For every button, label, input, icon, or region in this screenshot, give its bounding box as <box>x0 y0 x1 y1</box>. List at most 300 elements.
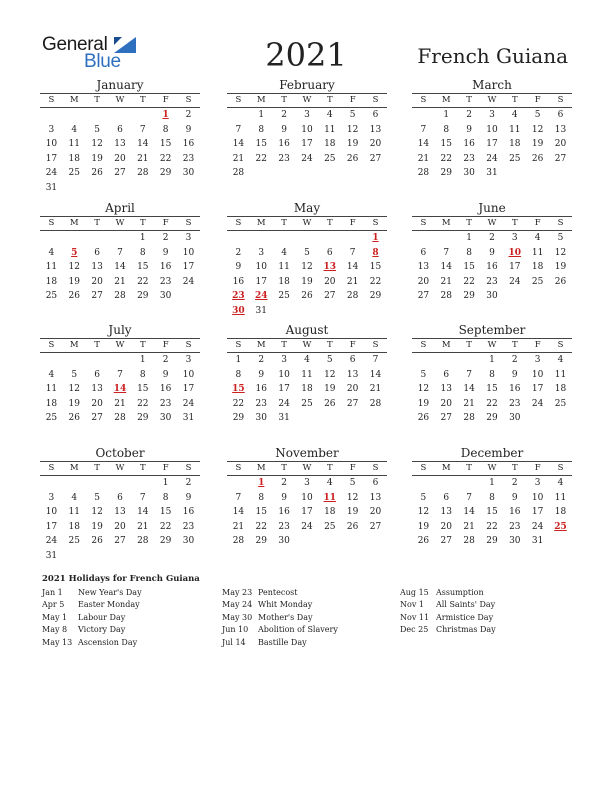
week-row <box>227 166 387 181</box>
day-cell: 17 <box>278 384 290 395</box>
day-cell <box>86 108 109 123</box>
day-cell: 31 <box>278 413 290 424</box>
weekday-label: W <box>115 463 125 473</box>
day-cell <box>549 534 572 549</box>
holiday-date: May 13 <box>42 637 73 647</box>
day-cell: 19 <box>554 262 567 273</box>
day-cell: 20 <box>114 153 126 164</box>
day-cell <box>458 476 481 491</box>
day-cell: 31 <box>255 305 267 316</box>
day-cell: 12 <box>68 262 80 273</box>
day-cell: 4 <box>534 233 541 243</box>
day-cell: 22 <box>440 153 452 164</box>
day-cell: 21 <box>440 276 452 287</box>
day-cell: 24 <box>45 536 58 547</box>
day-cell <box>435 476 458 491</box>
day-cell <box>318 231 341 246</box>
day-cell: 12 <box>417 507 430 518</box>
day-cell: 25 <box>554 398 567 409</box>
holiday-item <box>222 587 338 599</box>
day-cell: 15 <box>486 507 498 518</box>
holiday-item <box>42 637 142 649</box>
logo-word-blue: Blue <box>84 51 121 72</box>
day-cell: 11 <box>324 124 336 135</box>
weekday-label: S <box>420 218 427 228</box>
weekday-label: T <box>94 95 100 105</box>
weekday-header <box>40 93 200 108</box>
weekday-label: T <box>281 95 287 105</box>
day-cell: 12 <box>554 247 567 258</box>
day-cell: 7 <box>466 369 472 380</box>
day-cell: 1 <box>489 478 495 488</box>
day-cell <box>131 549 154 564</box>
day-cell <box>318 166 341 181</box>
weekday-label: S <box>48 340 55 350</box>
day-cell: 30 <box>463 168 475 179</box>
day-cell: 10 <box>182 247 195 258</box>
day-cell: 25 <box>509 153 521 164</box>
day-cell: 27 <box>91 413 103 424</box>
day-cell: 7 <box>117 247 123 258</box>
week-row <box>227 353 387 368</box>
day-cell: 6 <box>117 124 123 135</box>
day-cell: 2 <box>235 247 242 258</box>
day-cell: 24 <box>182 276 195 287</box>
day-cell <box>154 549 177 564</box>
day-cell: 10 <box>45 139 58 150</box>
weekday-label: T <box>281 340 287 350</box>
day-cell <box>109 108 132 123</box>
holiday-date: Jun 10 <box>222 625 249 635</box>
day-cell: 10 <box>182 369 195 380</box>
holiday-name: Christmas Day <box>436 625 496 635</box>
day-cell <box>109 476 132 491</box>
weekday-label: S <box>372 463 379 473</box>
day-cell: 28 <box>232 168 245 179</box>
day-cell: 23 <box>182 153 195 164</box>
day-cell: 14 <box>232 507 245 518</box>
week-row <box>227 491 387 506</box>
holiday-name: Ascension Day <box>78 637 138 647</box>
week-row <box>40 137 200 152</box>
day-cell: 6 <box>326 247 333 258</box>
weekday-label: M <box>69 218 79 228</box>
day-cell: 2 <box>258 355 265 365</box>
day-cell: 27 <box>346 398 359 409</box>
week-row <box>412 137 572 152</box>
week-row <box>40 166 200 181</box>
day-cell: 25 <box>68 536 80 547</box>
day-cell: 27 <box>114 168 126 179</box>
day-cell: 26 <box>346 521 359 532</box>
day-cell <box>109 181 132 196</box>
day-cell: 19 <box>91 153 103 164</box>
day-cell: 20 <box>417 276 430 287</box>
week-row <box>412 368 572 383</box>
weekday-label: T <box>94 463 100 473</box>
day-cell: 27 <box>369 153 382 164</box>
day-cell: 14 <box>137 139 149 150</box>
week-row <box>40 382 200 397</box>
weekday-label: T <box>511 218 518 228</box>
day-cell <box>86 181 109 196</box>
day-cell: 28 <box>463 413 475 424</box>
holiday-name: Armistice Day <box>436 612 494 622</box>
week-row <box>40 397 200 412</box>
holiday-column <box>42 587 142 649</box>
holiday-item <box>222 637 338 649</box>
week-row <box>227 152 387 167</box>
weekday-label: S <box>185 218 192 228</box>
day-cell <box>40 353 63 368</box>
weekday-label: T <box>511 340 518 350</box>
day-cell: 29 <box>159 168 172 179</box>
day-cell: 24 <box>486 153 498 164</box>
holiday-date: Jan 1 <box>42 588 63 597</box>
day-cell: 7 <box>235 492 242 503</box>
holiday-item <box>222 624 338 636</box>
day-cell <box>318 411 341 426</box>
holiday-column <box>400 587 496 637</box>
day-cell <box>526 289 549 304</box>
day-cell: 21 <box>114 276 126 287</box>
day-cell <box>412 353 435 368</box>
month-name: April <box>105 201 135 215</box>
day-cell: 19 <box>301 276 313 287</box>
day-cell <box>273 304 296 319</box>
holiday-day-cell: 24 <box>255 291 268 302</box>
day-cell: 4 <box>557 355 564 365</box>
day-cell: 14 <box>440 262 452 273</box>
day-cell: 27 <box>91 291 103 302</box>
weekday-label: F <box>534 218 541 228</box>
day-cell: 5 <box>349 478 356 488</box>
day-cell <box>86 353 109 368</box>
day-cell: 17 <box>182 384 195 395</box>
day-cell: 9 <box>489 247 495 258</box>
day-cell: 11 <box>45 262 58 273</box>
day-cell: 28 <box>114 413 126 424</box>
day-cell: 10 <box>486 124 498 135</box>
day-cell: 21 <box>232 521 245 532</box>
day-cell: 3 <box>489 110 495 120</box>
day-cell: 1 <box>235 355 242 365</box>
day-cell: 1 <box>139 233 146 243</box>
day-cell: 15 <box>463 262 475 273</box>
day-cell <box>63 108 86 123</box>
weekday-label: T <box>326 218 333 228</box>
weekday-label: T <box>326 463 333 473</box>
weekday-label: F <box>349 218 356 228</box>
weekday-label: S <box>420 95 427 105</box>
weekday-label: T <box>94 218 100 228</box>
day-cell: 5 <box>94 124 100 135</box>
day-cell: 4 <box>71 124 78 135</box>
day-cell: 22 <box>159 521 172 532</box>
day-cell: 23 <box>278 153 290 164</box>
day-cell: 25 <box>324 153 336 164</box>
day-cell: 24 <box>45 168 58 179</box>
day-cell <box>341 166 364 181</box>
day-cell: 29 <box>440 168 452 179</box>
weekday-label: W <box>487 340 497 350</box>
day-cell: 19 <box>531 139 544 150</box>
holiday-column <box>222 587 338 649</box>
day-cell: 11 <box>45 384 58 395</box>
day-cell: 12 <box>346 492 359 503</box>
day-cell: 4 <box>511 110 518 120</box>
holiday-item <box>400 612 496 624</box>
weekday-label: M <box>69 463 79 473</box>
day-cell: 8 <box>162 124 169 135</box>
day-cell: 11 <box>531 247 544 258</box>
day-cell: 4 <box>48 247 55 258</box>
month-name: September <box>458 323 526 337</box>
week-row <box>227 520 387 535</box>
day-cell: 20 <box>440 521 452 532</box>
day-cell: 19 <box>68 276 80 287</box>
day-cell: 31 <box>45 550 58 561</box>
day-cell: 14 <box>346 262 359 273</box>
day-cell: 29 <box>232 413 245 424</box>
weekday-label: S <box>557 463 564 473</box>
day-cell: 2 <box>511 478 518 488</box>
day-cell: 23 <box>255 398 267 409</box>
day-cell <box>40 108 63 123</box>
holiday-date: Dec 25 <box>400 625 429 635</box>
weekday-label: F <box>349 340 356 350</box>
month-name: July <box>108 323 132 337</box>
day-cell: 28 <box>232 536 245 547</box>
weekday-label: F <box>534 340 541 350</box>
week-row <box>227 137 387 152</box>
day-cell: 19 <box>346 139 359 150</box>
day-cell <box>412 231 435 246</box>
day-cell: 29 <box>369 291 382 302</box>
day-cell: 6 <box>443 369 450 380</box>
day-cell: 26 <box>417 413 430 424</box>
day-cell: 22 <box>255 521 267 532</box>
weekday-label: S <box>185 95 192 105</box>
holiday-day-cell: 25 <box>554 521 567 532</box>
weekday-label: F <box>162 463 169 473</box>
day-cell: 8 <box>235 369 242 380</box>
holiday-name: Assumption <box>436 588 484 597</box>
day-cell <box>364 534 387 549</box>
day-cell: 15 <box>137 262 149 273</box>
day-cell: 16 <box>509 384 521 395</box>
day-cell <box>63 181 86 196</box>
day-cell: 23 <box>486 276 498 287</box>
day-cell: 25 <box>301 398 313 409</box>
country-name: French Guiana <box>417 44 568 68</box>
day-cell: 24 <box>278 398 290 409</box>
day-cell: 24 <box>531 521 544 532</box>
day-cell: 18 <box>45 398 58 409</box>
day-cell: 18 <box>68 521 80 532</box>
day-cell <box>341 231 364 246</box>
month-september <box>412 323 572 426</box>
week-row <box>412 275 572 290</box>
day-cell: 12 <box>68 384 80 395</box>
weekday-label: F <box>162 95 169 105</box>
day-cell: 17 <box>255 276 267 287</box>
day-cell: 23 <box>278 521 290 532</box>
day-cell: 7 <box>139 124 146 135</box>
weekday-label: F <box>162 340 169 350</box>
month-name: June <box>478 201 506 215</box>
holiday-item <box>42 624 142 636</box>
weekday-label: M <box>256 463 266 473</box>
day-cell: 28 <box>346 291 359 302</box>
weekday-label: W <box>487 95 497 105</box>
day-cell <box>318 534 341 549</box>
weekday-label: S <box>235 463 242 473</box>
day-cell: 11 <box>554 369 567 380</box>
day-cell: 16 <box>182 139 195 150</box>
day-cell: 8 <box>489 492 495 503</box>
day-cell: 22 <box>463 276 475 287</box>
day-cell: 9 <box>511 369 518 380</box>
day-cell: 19 <box>91 521 103 532</box>
day-cell: 12 <box>417 384 430 395</box>
holiday-item <box>400 599 496 611</box>
week-row <box>40 505 200 520</box>
day-cell: 21 <box>114 398 126 409</box>
day-cell: 20 <box>346 384 359 395</box>
day-cell: 20 <box>114 521 126 532</box>
weekday-label: T <box>326 340 333 350</box>
day-cell: 5 <box>557 233 564 243</box>
holiday-day-cell: 1 <box>258 478 265 488</box>
month-name: May <box>293 201 321 215</box>
month-february <box>227 78 387 181</box>
day-cell: 29 <box>486 413 498 424</box>
week-row <box>227 397 387 412</box>
day-cell <box>341 411 364 426</box>
day-cell: 17 <box>486 139 498 150</box>
day-cell: 21 <box>417 153 430 164</box>
month-january <box>40 78 200 196</box>
month-august <box>227 323 387 426</box>
holiday-day-cell: 13 <box>323 262 337 273</box>
day-cell <box>273 231 296 246</box>
day-cell: 13 <box>369 492 382 503</box>
holiday-item <box>400 587 496 599</box>
day-cell <box>227 476 250 491</box>
day-cell: 11 <box>278 262 290 273</box>
day-cell: 25 <box>324 521 336 532</box>
weekday-label: S <box>372 95 379 105</box>
day-cell: 20 <box>554 139 567 150</box>
day-cell: 13 <box>440 384 452 395</box>
holiday-name: Pentecost <box>258 588 298 597</box>
day-cell: 13 <box>417 262 430 273</box>
day-cell: 1 <box>466 233 472 243</box>
month-name: November <box>275 446 339 460</box>
holiday-name: Bastille Day <box>258 637 307 647</box>
day-cell: 14 <box>463 384 475 395</box>
weekday-label: T <box>139 463 146 473</box>
day-cell: 18 <box>531 262 544 273</box>
week-row <box>227 505 387 520</box>
holiday-day-cell: 15 <box>232 384 245 395</box>
day-cell <box>364 411 387 426</box>
day-cell: 4 <box>71 492 78 503</box>
day-cell: 6 <box>443 492 450 503</box>
week-row <box>40 181 200 196</box>
day-cell: 14 <box>463 507 475 518</box>
day-cell: 17 <box>531 384 544 395</box>
day-cell: 5 <box>349 110 356 120</box>
week-row <box>40 108 200 123</box>
day-cell: 17 <box>509 262 521 273</box>
day-cell <box>177 181 200 196</box>
day-cell <box>296 411 319 426</box>
week-row <box>40 476 200 491</box>
day-cell <box>435 231 458 246</box>
day-cell: 21 <box>369 384 382 395</box>
day-cell: 10 <box>255 262 267 273</box>
day-cell: 14 <box>417 139 430 150</box>
day-cell: 6 <box>372 478 379 488</box>
day-cell: 2 <box>281 478 287 488</box>
weekday-label: F <box>349 463 356 473</box>
day-cell: 26 <box>324 398 336 409</box>
holiday-day-cell: 11 <box>323 492 337 503</box>
weekday-label: T <box>281 463 287 473</box>
day-cell: 11 <box>301 369 313 380</box>
day-cell: 4 <box>557 478 564 488</box>
day-cell: 19 <box>68 398 80 409</box>
day-cell: 12 <box>531 124 544 135</box>
day-cell: 30 <box>159 413 172 424</box>
day-cell: 26 <box>68 291 80 302</box>
weekday-label: M <box>441 463 451 473</box>
day-cell: 5 <box>534 110 541 120</box>
day-cell: 9 <box>281 492 287 503</box>
day-cell: 30 <box>278 536 290 547</box>
day-cell: 17 <box>301 139 313 150</box>
weekday-label: F <box>534 463 541 473</box>
holiday-name: Victory Day <box>78 625 126 635</box>
week-row <box>40 152 200 167</box>
day-cell: 23 <box>509 521 521 532</box>
week-row <box>40 246 200 261</box>
day-cell <box>273 166 296 181</box>
day-cell: 3 <box>304 110 310 120</box>
day-cell: 18 <box>509 139 521 150</box>
day-cell: 3 <box>534 478 541 488</box>
holiday-item <box>400 624 496 636</box>
day-cell: 31 <box>45 182 58 193</box>
day-cell: 17 <box>45 521 58 532</box>
weekday-label: W <box>302 95 312 105</box>
day-cell: 19 <box>417 521 430 532</box>
day-cell: 3 <box>511 233 518 243</box>
week-row <box>412 246 572 261</box>
day-cell: 29 <box>463 291 475 302</box>
day-cell: 9 <box>511 492 518 503</box>
weekday-label: S <box>557 218 564 228</box>
day-cell: 22 <box>137 398 149 409</box>
day-cell: 27 <box>324 291 336 302</box>
day-cell: 10 <box>278 369 290 380</box>
week-row <box>412 289 572 304</box>
day-cell: 28 <box>114 291 126 302</box>
month-name: February <box>279 78 335 92</box>
day-cell: 2 <box>489 233 495 243</box>
